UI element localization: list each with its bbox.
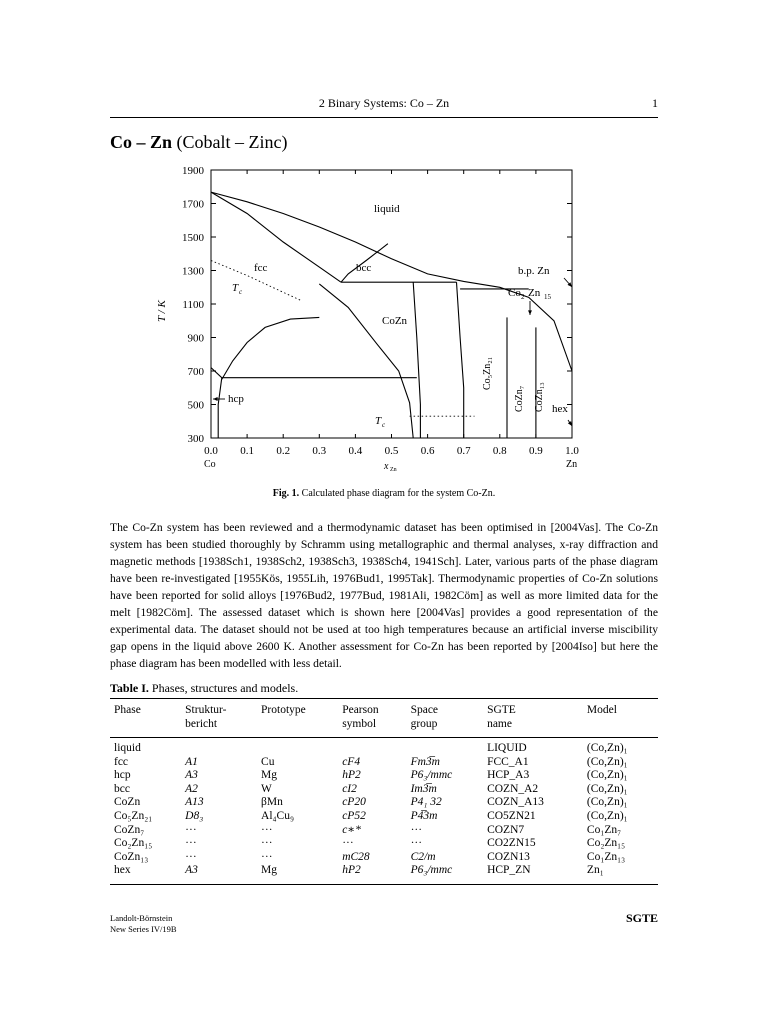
table-cell: Co₂Zn₁₅ [114, 837, 153, 850]
phase-diagram [0, 0, 768, 480]
x-tick-label: 0.8 [492, 445, 507, 457]
arrow-co2zn15-head [528, 310, 532, 315]
table-bottom-rule [110, 884, 658, 885]
table-cell: (Co,Zn)₁ [586, 742, 628, 754]
label-tc-lower: T [375, 415, 382, 427]
table-cell: liquid [114, 742, 141, 754]
table-cell: CO5ZN21 [487, 809, 536, 822]
table-row [110, 769, 658, 783]
table-row [110, 783, 658, 797]
table-cell [407, 738, 483, 756]
label-cozn7: CoZn₇ [514, 385, 525, 412]
arrow-hex-head [568, 421, 572, 426]
table-cell: ··· [185, 837, 197, 850]
table-cell [338, 738, 406, 756]
table-cell: bcc [114, 782, 130, 795]
table-cell: cF4 [342, 755, 361, 768]
label-cozn13: CoZn₁₃ [534, 382, 545, 412]
y-tick-label: 1500 [182, 232, 204, 244]
x-tick-label: 0.6 [420, 445, 435, 457]
phases-table [110, 699, 658, 884]
footer-line-2: New Series IV/19B [110, 924, 177, 934]
y-tick-label: 1700 [182, 198, 204, 211]
series-hcp-boundary [211, 368, 222, 438]
table-cell: HCP_A3 [487, 769, 530, 782]
x-axis-label: x [384, 461, 389, 472]
running-title: 2 Binary Systems: Co – Zn [318, 96, 450, 110]
table-row [110, 756, 658, 770]
table-cell: LIQUID [487, 742, 527, 754]
column-header: Struktur- bericht [181, 699, 257, 738]
figure-caption-text: Calculated phase diagram for the system Co-Zn. [301, 488, 496, 499]
system-name: Co – Zn [110, 132, 173, 152]
table-cell: COZN7 [487, 823, 525, 836]
table-cell: hP2 [342, 864, 361, 877]
figure-caption-label: Fig. 1. [272, 488, 300, 499]
table-cell: βMn [261, 796, 283, 809]
arrow-hcp-head [213, 397, 218, 401]
x-axis-label-sub: Zn [390, 467, 397, 473]
column-header: Model [583, 699, 658, 738]
table-cell: FCC_A1 [487, 755, 529, 768]
y-tick-label: 1300 [182, 265, 204, 278]
table-cell: cP20 [342, 796, 366, 809]
table-cell: ··· [261, 823, 273, 836]
chart-phase-labels [156, 203, 577, 473]
y-tick-label: 900 [187, 332, 204, 345]
label-tc-upper-sub: c [239, 288, 243, 296]
table-cell: Cu [261, 755, 275, 768]
x-tick-label: 0.2 [276, 445, 291, 457]
table-cell: COZN_A2 [487, 782, 539, 795]
y-tick-label: 500 [187, 399, 204, 412]
label-hex: hex [552, 403, 568, 415]
table-cell: A3 [185, 864, 198, 877]
body-paragraph: The Co-Zn system has been reviewed and a thermodynamic dataset has been optimised in [2004Vas]. The Co-Zn system has been studied thoroughly by Schramm using metallographic and thermal analyses, x-ray diffraction and magnetic methods [1938Sch1, 1938Sch2, 1938Sch3, 1938Sch4, 1941Sch]. Later, various parts of the phase diagram have been re-investigated [1955Kös, 1955Lih, 1976Bud1, 1995Tak]. Thermodynamic properties of Co-Zn solutions have been reported for solid alloys [1976Bud2, 1977Bud, 1981Ali, 1982Cöm] as well as more limited data for the melt [1982Cöm]. The assessed dataset which is shown here [2004Vas] provides a good representation of the experimental data. The dataset should not be used at too high temperatures because an artificial inverse miscibility gap opens in the liquid above 2600 K. Another assessment for Co-Zn has been reported by [2004Iso] but here the phase diagram has been modelled with less detail. [110, 521, 658, 670]
table-cell: C2/m [410, 850, 436, 863]
x-tick-label: 0.4 [348, 445, 363, 457]
series-fcc-upper-boundary-cozn-side- [319, 284, 413, 438]
table-cell: ··· [410, 837, 423, 850]
label-tc-upper: T [232, 282, 239, 294]
table-cell: P6₃/mmc [410, 769, 453, 782]
table-cell: A3 [185, 769, 198, 782]
table-cell: Zn₁ [586, 864, 604, 877]
table-cell: CO2ZN15 [487, 837, 536, 850]
table-cell [181, 738, 257, 756]
table-body [110, 738, 658, 884]
column-header: Phase [110, 699, 181, 738]
table-cell: ··· [185, 823, 197, 836]
label-bcc: bcc [356, 262, 372, 274]
table-cell: cI2 [342, 782, 357, 795]
table-cell: P4₁ 32 [410, 796, 442, 809]
series-co5zn21-left [457, 282, 464, 438]
table-cell: cP52 [342, 809, 366, 822]
table-cell: hcp [114, 769, 131, 782]
table-cell: (Co,Zn)₁ [586, 782, 628, 795]
table-row [110, 810, 658, 824]
label-tc-lower-sub: c [382, 421, 386, 429]
label-bp-zn: b.p. Zn [518, 265, 550, 277]
table-cell: CoZn [114, 796, 141, 809]
table-cell: Co₁Zn₇ [586, 823, 622, 836]
table-cell: D8₃ [185, 809, 204, 822]
table-cell: CoZn₇ [114, 823, 145, 836]
label-co2zn15-sub2: 15 [544, 293, 551, 301]
table-cell: A1 [185, 755, 198, 768]
table-cell: ··· [342, 837, 354, 850]
label-co2zn15-sub1: 2 [521, 293, 525, 301]
x-tick-label: 0.0 [204, 445, 218, 457]
column-header: Pearson symbol [338, 699, 406, 738]
table-cell: fcc [114, 755, 129, 768]
x-tick-label: 1.0 [565, 445, 579, 457]
table-cell: mC28 [342, 850, 370, 863]
table-cell: (Co,Zn)₁ [586, 796, 628, 809]
table-cell: P4̅3m [410, 809, 438, 822]
figure-caption [110, 488, 658, 499]
x-tick-label: 0.5 [384, 445, 399, 457]
table-cell: A2 [185, 782, 198, 795]
table-cell: Mg [261, 769, 278, 782]
label-co2zn15-zn: Zn [528, 287, 541, 299]
table-cell: Fm3̅m [410, 755, 440, 768]
table-cell: c∗* [342, 823, 361, 836]
x-tick-label: 0.1 [240, 445, 254, 457]
table-row [110, 738, 658, 756]
y-tick-label: 300 [187, 433, 204, 445]
table-cell: Co₅Zn₂₁ [114, 809, 153, 822]
table-cell: A13 [185, 796, 204, 809]
table-cell: hex [114, 864, 131, 877]
table-cell: CoZn₁₃ [114, 850, 149, 863]
table-cell: (Co,Zn)₁ [586, 769, 628, 782]
table-cell: P6₃/mmc [410, 864, 453, 877]
label-cozn: CoZn [382, 315, 408, 327]
table-caption-text: Phases, structures and models. [151, 681, 299, 695]
label-co2zn15: Co [508, 287, 521, 299]
table-row [110, 837, 658, 851]
table-header-row [110, 699, 658, 738]
x-tick-label: 0.9 [529, 445, 543, 457]
label-hcp: hcp [228, 393, 244, 405]
table-cell: Mg [261, 864, 278, 877]
column-header: Space group [407, 699, 483, 738]
y-tick-label: 1100 [182, 299, 204, 311]
y-axis-label: T / K [156, 300, 168, 322]
table-cell: W [261, 782, 272, 795]
x-right-element: Zn [566, 459, 578, 470]
table-cell: (Co,Zn)₁ [586, 809, 628, 822]
table-cell: Co₁Zn₁₃ [586, 850, 626, 863]
table-caption [110, 681, 298, 696]
series-fcc-solvus-co-side- [222, 317, 319, 379]
footer-line-1: Landolt-Börnstein [110, 913, 173, 923]
table-caption-label: Table I. [110, 681, 149, 695]
table-cell: hP2 [342, 769, 361, 782]
x-tick-label: 0.3 [312, 445, 327, 457]
table-row [110, 864, 658, 884]
table-cell: (Co,Zn)₁ [586, 755, 628, 768]
column-header: Prototype [257, 699, 338, 738]
table-cell: HCP_ZN [487, 864, 531, 877]
x-left-element: Co [204, 459, 216, 470]
series-liquidus [211, 192, 572, 371]
table-row [110, 824, 658, 838]
footer-publisher [110, 913, 177, 935]
table-cell: Co₂Zn₁₅ [586, 837, 626, 850]
table-cell: Im3̅m [410, 782, 437, 795]
table-cell: ··· [185, 850, 197, 863]
table-row [110, 851, 658, 865]
label-liquid: liquid [374, 203, 400, 215]
table-cell: Al₄Cu₉ [261, 809, 294, 822]
column-header: SGTE name [483, 699, 583, 738]
series-cozn-co5zn21-boundary [413, 282, 420, 438]
y-tick-label: 700 [187, 366, 204, 378]
y-tick-label: 1900 [182, 165, 204, 177]
x-tick-label: 0.7 [456, 445, 471, 457]
page-number: 1 [652, 96, 658, 110]
footer-sgte: SGTE [625, 911, 658, 925]
table-row [110, 796, 658, 810]
table-cell: ··· [261, 850, 273, 863]
label-fcc: fcc [254, 262, 268, 274]
system-full-name: (Cobalt – Zinc) [176, 132, 288, 152]
label-co5zn21: Co₅Zn₂₁ [482, 356, 493, 390]
table-cell: ··· [410, 823, 423, 836]
table-cell: ··· [261, 837, 273, 850]
table-cell: COZN_A13 [487, 796, 544, 809]
table-cell [257, 738, 338, 756]
table-cell: COZN13 [487, 850, 530, 863]
